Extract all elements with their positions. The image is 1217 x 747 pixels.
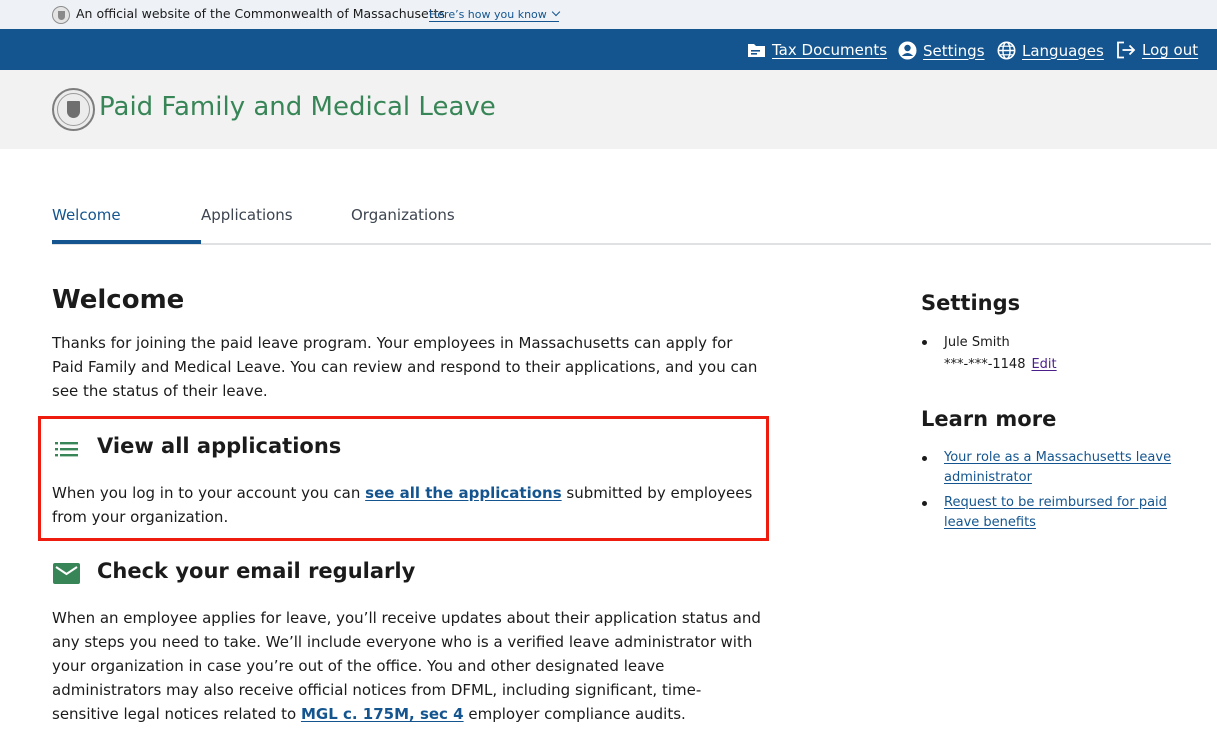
official-banner-text: An official website of the Commonwealth of Massachusetts [76,6,446,21]
languages-link[interactable] [997,41,1104,60]
list-item [921,448,1206,488]
edit-link[interactable]: Edit [1031,357,1057,372]
reimbursement-request-link[interactable]: Request to be reimbursed for paid leave benefits [944,495,1167,530]
learn-more-heading: Learn more [921,407,1057,431]
globe-icon [997,41,1016,60]
utility-nav [0,29,1217,70]
site-header [0,70,1217,149]
tab-welcome[interactable]: Welcome [52,206,121,224]
user-name: Jule Smith [944,335,1010,350]
official-banner [0,0,1217,29]
check-email-heading: Check your email regularly [97,559,416,583]
site-title[interactable]: Paid Family and Medical Leave [99,92,496,122]
check-email-text [52,606,764,726]
mail-icon [53,563,80,584]
leave-administrator-role-link[interactable]: Your role as a Massachusetts leave administrator [944,450,1172,485]
view-all-text-before: When you log in to your account you can [52,484,366,502]
user-info-item [921,332,1057,376]
tax-documents-label: Tax Documents [772,41,888,59]
languages-label: Languages [1022,41,1104,60]
view-all-applications-heading: View all applications [97,434,342,458]
tab-applications[interactable]: Applications [201,206,293,224]
view-all-text-after: submitted by employees from your organization. [52,484,753,526]
learn-more-list [921,448,1206,533]
list-item [921,493,1206,533]
page-title: Welcome [52,285,185,315]
active-tab-indicator [52,240,201,244]
document-icon [747,42,766,58]
commonwealth-seal-logo[interactable] [52,88,95,131]
tab-bar [52,195,1211,245]
mgl-link[interactable]: MGL c. 175M, sec 4 [300,705,464,723]
settings-list [921,332,1057,376]
massachusetts-seal-icon [52,6,70,24]
user-phone: ***-***-1148 [944,357,1026,372]
view-all-applications-text [52,481,764,529]
settings-link[interactable] [898,41,985,60]
logout-icon [1116,41,1136,59]
chevron-down-icon [552,8,560,16]
how-you-know-label: Here’s how you know [429,8,547,21]
tax-documents-link[interactable] [747,41,887,59]
email-text-before: When an employee applies for leave, you’ll receive updates about their application status and any steps you need to take. We’ll include everyone who is a verified leave administrator with your organization in case you’re out of the office. You and other designated leave administrators may also receive official notices from DFML, including significant, time-sensitive legal notices related to [52,609,761,723]
log-out-label: Log out [1142,41,1199,59]
intro-text: Thanks for joining the paid leave program. Your employees in Massachusetts can apply for Paid Family and Medical Leave. You can review and respond to their applications, and you can see the status of their leave. [52,334,758,400]
log-out-link[interactable] [1116,41,1198,59]
account-circle-icon [898,41,917,60]
tab-organizations[interactable]: Organizations [351,206,455,224]
settings-label: Settings [923,41,985,60]
email-text-after: employer compliance audits. [463,705,686,723]
how-you-know-button[interactable] [429,8,559,22]
list-icon [55,441,79,458]
settings-heading: Settings [921,291,1021,315]
see-all-applications-link[interactable]: see all the applications [365,484,562,502]
